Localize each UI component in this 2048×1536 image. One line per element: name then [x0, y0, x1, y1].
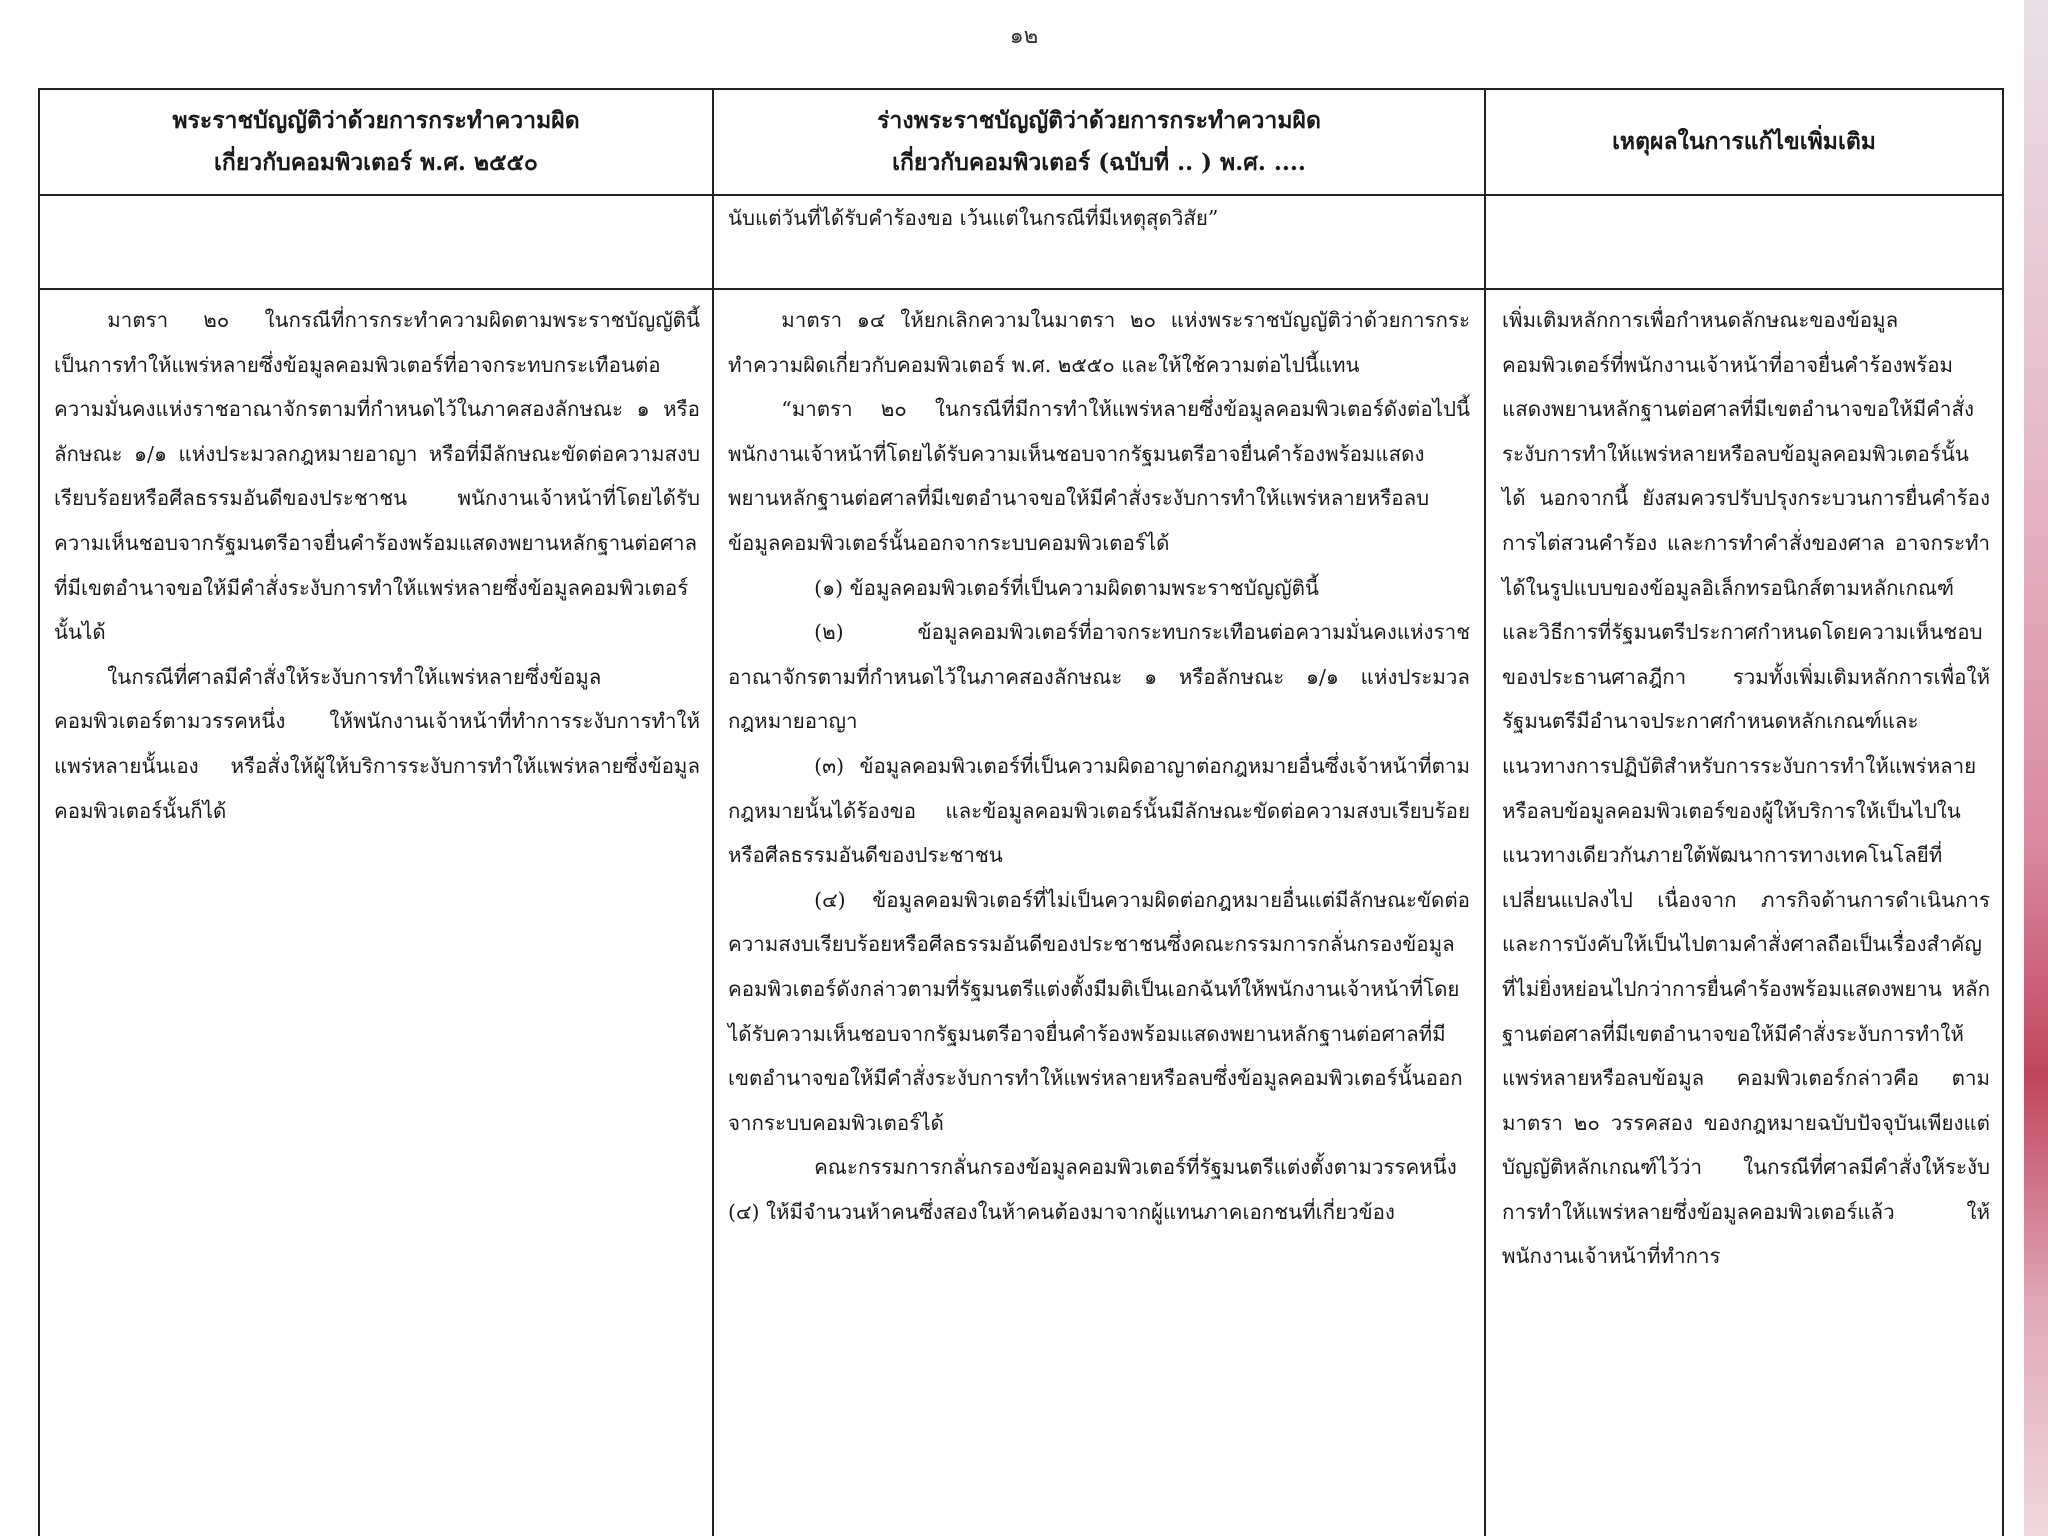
header-current-law-line2: เกี่ยวกับคอมพิวเตอร์ พ.ศ. ๒๕๕๐ — [214, 149, 538, 176]
current-law-section-20 — [54, 298, 700, 833]
reasons-paragraph: เพิ่มเติมหลักการเพื่อกำหนดลักษณะของข้อมูล คอมพิวเตอร์ที่พนักงานเจ้าหน้าที่อาจยื่นคำร้องพร้อมแสดงพยานหลักฐานต่อศาลที่มีเขตอำนาจขอให้มีคำสั่งระงับการทำให้แพร่หลายหรือลบข้อมูลคอมพิวเตอร์นั้นได้ นอกจากนี้ ยังสมควรปรับปรุงกระบวนการยื่นคำร้องการไต่สวนคำร้อง และการทำคำสั่งของศาล อาจกระทำได้ในรูปแบบของข้อมูลอิเล็กทรอนิกส์ตามหลักเกณฑ์และวิธีการที่รัฐมนตรีประกาศกำหนดโดยความเห็นชอบของประธานศาลฎีกา รวมทั้งเพิ่มเติมหลักการเพื่อให้รัฐมนตรีมีอำนาจประกาศกำหนดหลักเกณฑ์และแนวทางการปฏิบัติสำหรับการระงับการทำให้แพร่หลายหรือลบข้อมูลคอมพิวเตอร์ของผู้ให้บริการให้เป็นไปในแนวทางเดียวกันภายใต้พัฒนาการทางเทคโนโลยีที่เปลี่ยนแปลงไป เนื่องจาก ภารกิจด้านการดำเนินการและการบังคับให้เป็นไปตามคำสั่งศาลถือเป็นเรื่องสำคัญที่ไม่ยิ่งหย่อนไปกว่าการยื่นคำร้องพร้อมแสดงพยาน หลักฐานต่อศาลที่มีเขตอำนาจขอให้มีคำสั่งระงับการทำให้แพร่หลายหรือลบข้อมูล คอมพิวเตอร์กล่าวคือ ตามมาตรา ๒๐ วรรคสอง ของกฎหมายฉบับปัจจุบันเพียงแต่บัญญัติหลักเกณฑ์ไว้ว่า ในกรณีที่ศาลมีคำสั่งให้ระงับการทำให้แพร่หลายซึ่งข้อมูลคอมพิวเตอร์แล้ว ให้พนักงานเจ้าหน้าที่ทำการ — [1502, 308, 1990, 1269]
current-law-paragraph-2: ในกรณีที่ศาลมีคำสั่งให้ระงับการทำให้แพร่หลายซึ่งข้อมูลคอมพิวเตอร์ตามวรรคหนึ่ง ให้พนักงานเจ้าหน้าที่ทำการระงับการทำให้แพร่หลายนั้นเอง หรือสั่งให้ผู้ให้บริการระงับการทำให้แพร่หลายซึ่งข้อมูลคอมพิวเตอร์นั้นก็ได้ — [54, 664, 700, 823]
reasons-cell — [1502, 298, 1990, 1279]
header-current-law — [40, 90, 712, 194]
draft-paragraph-1: มาตรา ๑๔ ให้ยกเลิกความในมาตรา ๒๐ แห่งพระราชบัญญัติว่าด้วยการกระทำความผิดเกี่ยวกับคอมพิวเตอร์ พ.ศ. ๒๕๕๐ และให้ใช้ความต่อไปนี้แทน — [728, 308, 1470, 377]
header-draft-law-line1: ร่างพระราชบัญญัติว่าด้วยการกระทำความผิด — [877, 107, 1321, 134]
comparison-table — [38, 88, 2004, 1536]
header-draft-law-line2: เกี่ยวกับคอมพิวเตอร์ (ฉบับที่ .. ) พ.ศ. .... — [892, 149, 1306, 176]
row-divider — [40, 288, 2002, 290]
draft-law-section-14 — [728, 298, 1470, 1234]
draft-item-4: (๔) ข้อมูลคอมพิวเตอร์ที่ไม่เป็นความผิดต่อกฎหมายอื่นแต่มีลักษณะขัดต่อความสงบเรียบร้อยหรือศีลธรรมอันดีของประชาชนซึ่งคณะกรรมการกลั่นกรองข้อมูลคอมพิวเตอร์ดังกล่าวตามที่รัฐมนตรีแต่งตั้งมีมติเป็นเอกฉันท์ให้พนักงานเจ้าหน้าที่โดยได้รับความเห็นชอบจากรัฐมนตรีอาจยื่นคำร้องพร้อมแสดงพยานหลักฐานต่อศาลที่มีเขตอำนาจขอให้มีคำสั่งระงับการทำให้แพร่หลายหรือลบซึ่งข้อมูลคอมพิวเตอร์นั้นออกจากระบบคอมพิวเตอร์ได้ — [728, 887, 1470, 1135]
draft-paragraph-committee: คณะกรรมการกลั่นกรองข้อมูลคอมพิวเตอร์ที่รัฐมนตรีแต่งตั้งตามวรรคหนึ่ง (๔) ให้มีจำนวนห้าคนซึ่งสองในห้าคนต้องมาจากผู้แทนภาคเอกชนที่เกี่ยวข้อง — [728, 1155, 1457, 1224]
draft-item-2: (๒) ข้อมูลคอมพิวเตอร์ที่อาจกระทบกระเทือนต่อความมั่นคงแห่งราชอาณาจักรตามที่กำหนดไว้ในภาคสองลักษณะ ๑ หรือลักษณะ ๑/๑ แห่งประมวลกฎหมายอาญา — [728, 620, 1470, 734]
draft-item-3: (๓) ข้อมูลคอมพิวเตอร์ที่เป็นความผิดอาญาต่อกฎหมายอื่นซึ่งเจ้าหน้าที่ตามกฎหมายนั้นได้ร้องขอ และข้อมูลคอมพิวเตอร์นั้นมีลักษณะขัดต่อความสงบเรียบร้อยหรือศีลธรรมอันดีของประชาชน — [728, 753, 1470, 868]
header-reasons — [1486, 90, 2002, 194]
row1-draft-cell — [728, 196, 1470, 286]
header-draft-law — [714, 90, 1484, 194]
page-number: ๑๒ — [1009, 24, 1039, 49]
header-reasons-text: เหตุผลในการแก้ไขเพิ่มเติม — [1612, 128, 1876, 155]
page-edge-stain — [2024, 0, 2048, 1536]
column-divider — [712, 90, 714, 1536]
current-law-paragraph-1: มาตรา ๒๐ ในกรณีที่การกระทำความผิดตามพระราชบัญญัตินี้เป็นการทำให้แพร่หลายซึ่งข้อมูลคอมพิวเตอร์ที่อาจกระทบกระเทือนต่อความมั่นคงแห่งราชอาณาจักรตามที่กำหนดไว้ในภาคสองลักษณะ ๑ หรือลักษณะ ๑/๑ แห่งประมวลกฎหมายอาญา หรือที่มีลักษณะขัดต่อความสงบเรียบร้อยหรือศีลธรรมอันดีของประชาชน พนักงานเจ้าหน้าที่โดยได้รับความเห็นชอบจากรัฐมนตรีอาจยื่นคำร้องพร้อมแสดงพยานหลักฐานต่อศาลที่มีเขตอำนาจขอให้มีคำสั่งระงับการทำให้แพร่หลายซึ่งข้อมูลคอมพิวเตอร์นั้นได้ — [54, 308, 700, 645]
row1-draft-text: นับแต่วันที่ได้รับคำร้องขอ เว้นแต่ในกรณีที่มีเหตุสุดวิสัย” — [728, 206, 1219, 230]
column-divider — [1484, 90, 1486, 1536]
header-current-law-line1: พระราชบัญญัติว่าด้วยการกระทำความผิด — [172, 107, 580, 134]
draft-paragraph-2: “มาตรา ๒๐ ในกรณีที่มีการทำให้แพร่หลายซึ่งข้อมูลคอมพิวเตอร์ดังต่อไปนี้ พนักงานเจ้าหน้าที่โดยได้รับความเห็นชอบจากรัฐมนตรีอาจยื่นคำร้องพร้อมแสดงพยานหลักฐานต่อศาลที่มีเขตอำนาจขอให้มีคำสั่งระงับการทำให้แพร่หลายหรือลบข้อมูลคอมพิวเตอร์นั้นออกจากระบบคอมพิวเตอร์ได้ — [728, 397, 1470, 555]
draft-item-1: (๑) ข้อมูลคอมพิวเตอร์ที่เป็นความผิดตามพระราชบัญญัตินี้ — [814, 575, 1319, 600]
